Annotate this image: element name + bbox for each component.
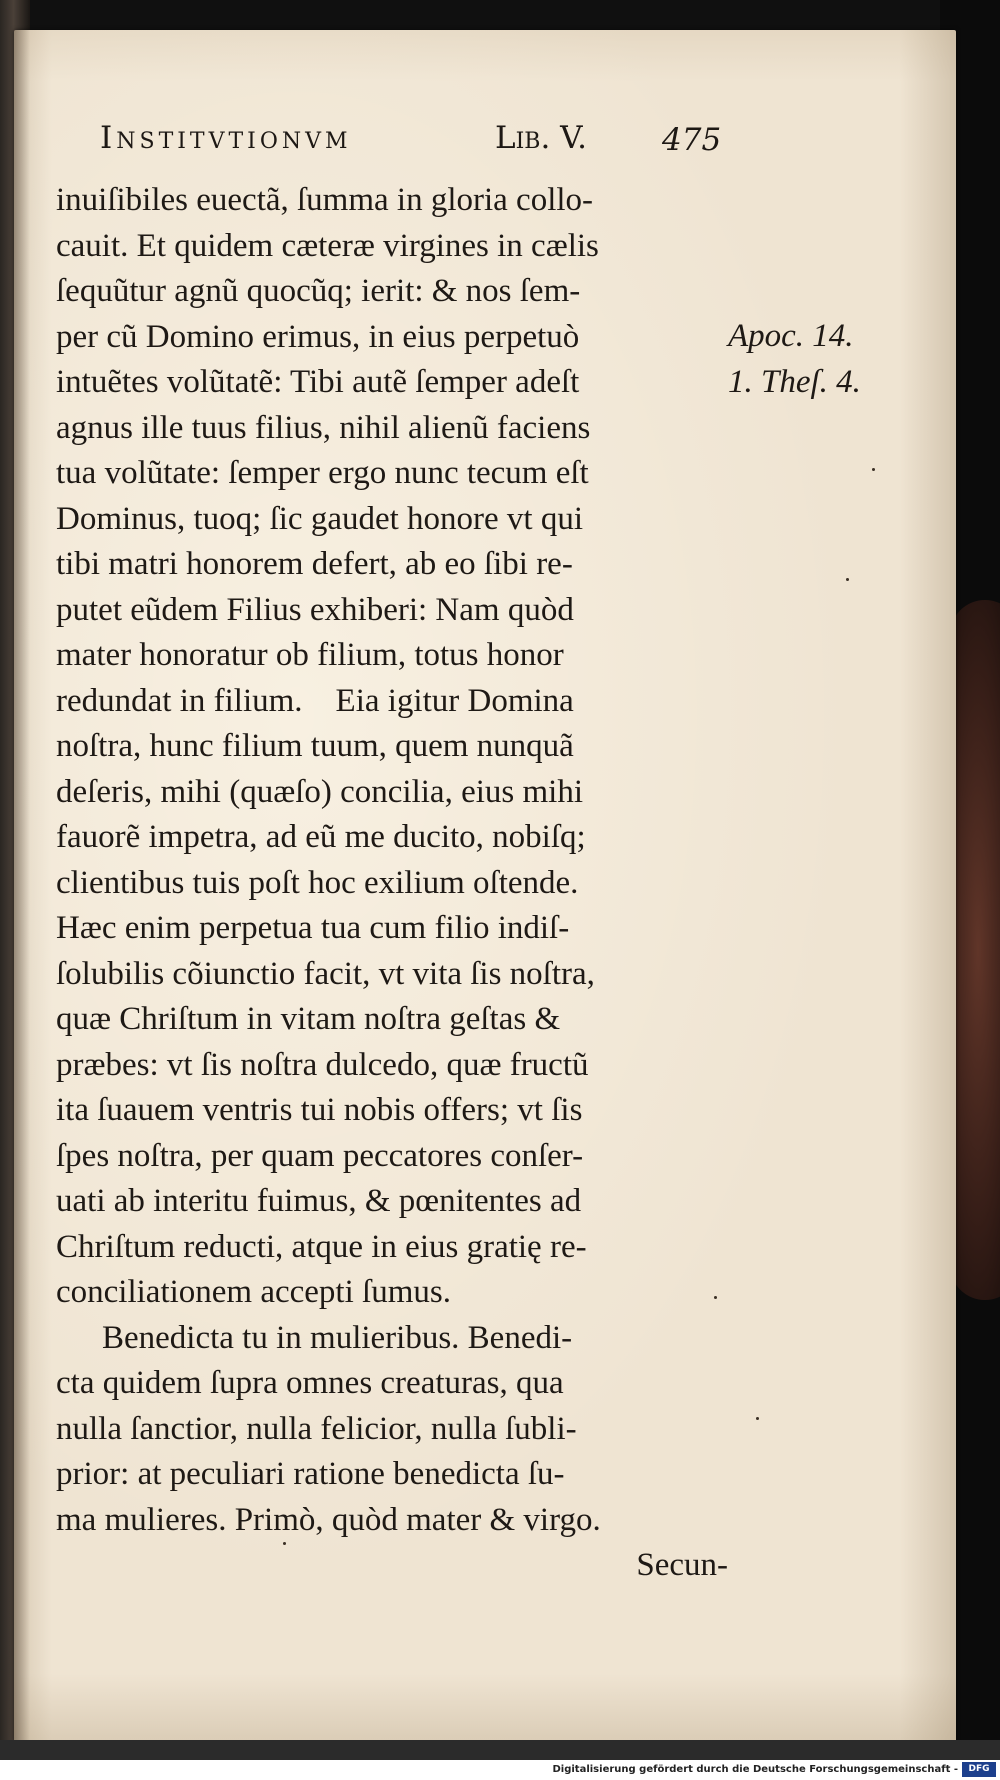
text-line: quæ Chriſtum in vitam noſtra geſtas & [56, 1001, 561, 1037]
text-line: uati ab interitu fuimus, & pœnitentes ad [56, 1183, 582, 1219]
text-line: tua volũtate: ſemper ergo nunc tecum eſt [56, 455, 589, 491]
text-line: ma mulieres. Primò, quòd mater & virgo. [56, 1501, 601, 1538]
text-line: per cũ Domino erimus, in eius perpetuò [56, 318, 580, 355]
text-line: redundat in filium. Eia igitur Domina [56, 682, 574, 719]
text-line: Dominus, tuoq; ſic gaudet honore vt qui [56, 500, 584, 537]
text-line: fauorẽ impetra, ad eũ me ducito, nobiſq; [56, 819, 586, 855]
paper-speck [756, 1417, 759, 1420]
running-title: Institvtionvm [100, 120, 352, 156]
digitization-credit: Digitalisierung gefördert durch die Deutsche Forschungsgemeinschaft - [552, 1764, 958, 1775]
page-number: 475 [662, 122, 722, 158]
bottom-book-edge [0, 1740, 1000, 1760]
text-line: agnus ille tuus filius, nihil alienũ faciens [56, 409, 591, 446]
catchword: Secun- [636, 1547, 728, 1583]
text-line: tibi matri honorem defert, ab eo ſibi re- [56, 546, 573, 582]
text-line: conciliationem accepti ſumus. [56, 1274, 451, 1310]
book-number: Lib. V. [495, 120, 587, 156]
text-line: Benedicta tu in mulieribus. Benedi- [102, 1319, 573, 1356]
text-line: putet eũdem Filius exhiberi: Nam quòd [56, 591, 574, 628]
text-line: præbes: vt ſis noſtra dulcedo, quæ fructũ [56, 1046, 589, 1083]
thumb-blur [950, 600, 1000, 1300]
text-line: Chriſtum reducti, atque in eius gratię re- [56, 1228, 587, 1265]
paper-speck [872, 468, 875, 471]
page-header [100, 120, 730, 168]
paper-speck [846, 578, 849, 581]
text-line: inuiſibiles euectã, ſumma in gloria collo- [56, 182, 594, 218]
text-line: intuẽtes volũtatẽ: Tibi autẽ ſemper adeſt [56, 364, 580, 400]
text-line: prior: at peculiari ratione benedicta ſu- [56, 1456, 565, 1492]
text-line: ſequũtur agnũ quocũq; ierit: & nos ſem- [56, 273, 581, 309]
text-line: ſolubilis cõiunctio facit, vt vita ſis noſtra, [56, 955, 595, 992]
page-gutter-shadow [14, 30, 30, 1742]
body-text [56, 178, 728, 1589]
margin-note: Apoc. 14. [728, 318, 854, 354]
paper-speck [714, 1296, 717, 1299]
text-line: ſpes noſtra, per quam peccatores conſer- [56, 1137, 584, 1174]
dfg-logo: DFG [962, 1762, 996, 1777]
text-line: clientibus tuis poſt hoc exilium oſtende. [56, 864, 579, 901]
text-line: ita ſuauem ventris tui nobis offers; vt ſis [56, 1092, 583, 1128]
margin-notes [728, 314, 898, 405]
text-line: mater honoratur ob filium, totus honor [56, 637, 564, 673]
text-line: Hæc enim perpetua tua cum filio indiſ- [56, 910, 570, 946]
text-line: deſeris, mihi (quæſo) concilia, eius mihi [56, 773, 583, 810]
text-line: noſtra, hunc filium tuum, quem nunquã [56, 728, 574, 764]
text-line: nulla ſanctior, nulla felicior, nulla ſubli- [56, 1410, 577, 1447]
text-line: cauit. Et quidem cæteræ virgines in cælis [56, 227, 599, 264]
text-line: cta quidem ſupra omnes creaturas, qua [56, 1365, 564, 1401]
margin-note: 1. Theſ. 4. [728, 363, 861, 400]
paper-speck [283, 1542, 286, 1545]
